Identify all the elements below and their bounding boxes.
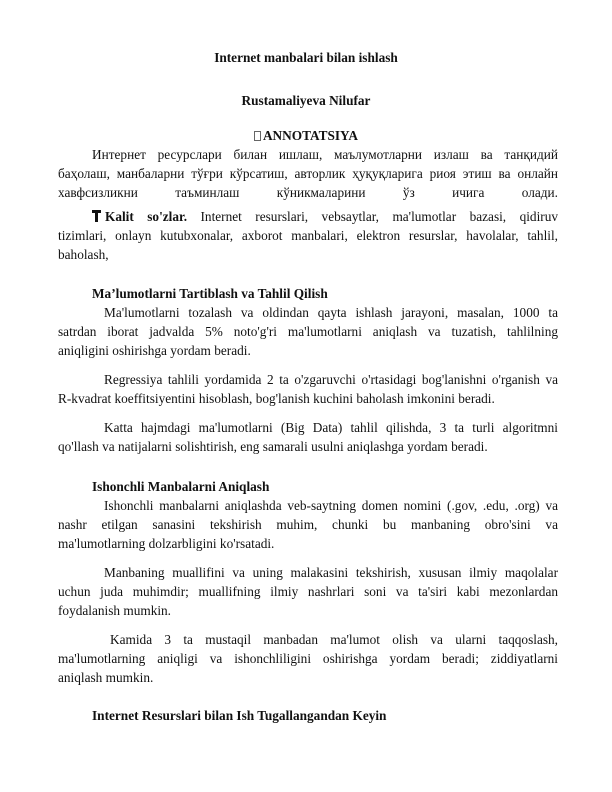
paragraph-line: ma'lumotlarning dolzarbligini ko'rsatadi. — [58, 536, 275, 551]
paragraph-line: R-kvadrat koeffitsiyentini hisoblash, bog'lanish kuchini baholash imkonini beradi. — [58, 391, 495, 406]
section-heading: Ma’lumotlarni Tartiblash va Tahlil Qilish — [92, 286, 328, 301]
section-heading: Internet Resurslari bilan Ish Tugallangandan Keyin — [92, 708, 387, 723]
annotation-line: хавфсизликни таъминлаш кўникмаларини ўз ичига олади. — [58, 185, 558, 200]
keywords-row — [92, 209, 558, 225]
missing-glyph-icon — [254, 131, 261, 141]
paragraph-line: Regressiya tahlili yordamida 2 ta o'zgaruvchi o'rtasidagi bog'lanishni o'rganish va — [104, 372, 558, 387]
paragraph-line: ma'lumotlarning aniqligi va ishonchliligini oshirishga yordam beradi; ziddiyatlarni — [58, 651, 558, 666]
keywords-line: tizimlari, onlayn kutubxonalar, axborot manbalari, elektron resurslar, havolalar, tahlil, — [58, 228, 558, 243]
annotation-line: Интернет ресурслари билан ишлаш, маълумотларни излаш ва танқидий — [92, 147, 558, 162]
annotation-line: баҳолаш, манбаларни тўғри кўрсатиш, авторлик ҳуқуқларига риоя этиш ва онлайн — [58, 166, 558, 181]
annotation-heading-row — [0, 128, 612, 144]
paragraph-line: Kamida 3 ta mustaqil manbadan ma'lumot olish va ularni taqqoslash, — [110, 632, 558, 647]
paragraph-line: Katta hajmdagi ma'lumotlarni (Big Data) tahlil qilishda, 3 ta turli algoritmni — [104, 420, 558, 435]
paragraph-line: Ma'lumotlarni tozalash va oldindan qayta ishlash jarayoni, masalan, 1000 ta — [104, 305, 558, 320]
paragraph-line: aniqligini oshirishga yordam beradi. — [58, 343, 251, 358]
paragraph-line: uchun juda muhimdir; muallifning ilmiy nashrlari soni va ta'siri kabi mezonlardan — [58, 584, 558, 599]
key-icon — [92, 210, 101, 222]
document-title: Internet manbalari bilan ishlash — [214, 50, 398, 65]
keywords-label: Kalit so'zlar. — [105, 209, 188, 224]
paragraph-line: Ishonchli manbalarni aniqlashda veb-saytning domen nomini (.gov, .edu, .org) va — [104, 498, 558, 513]
keywords-text: Internet resurslari, vebsaytlar, ma'lumotlar bazasi, qidiruv — [200, 209, 558, 224]
paragraph-line: foydalanish mumkin. — [58, 603, 172, 618]
paragraph-line: qo'llash va natijalarni solishtirish, eng samarali usulni aniqlashga yordam beradi. — [58, 439, 488, 454]
keywords-line: baholash, — [58, 247, 109, 262]
document-author: Rustamaliyeva Nilufar — [241, 93, 371, 108]
paragraph-line: satrdan iborat jadvalda 5% noto'g'ri ma'lumotlarni aniqlash va tuzatish, tahlilning — [58, 324, 558, 339]
section-heading: Ishonchli Manbalarni Aniqlash — [92, 479, 270, 494]
paragraph-line: aniqlash mumkin. — [58, 670, 154, 685]
paragraph-line: Manbaning muallifini va uning malakasini tekshirish, xususan ilmiy maqolalar — [104, 565, 558, 580]
annotation-heading: ANNOTATSIYA — [262, 128, 359, 143]
paragraph-line: nashr etilgan sanasini tekshirish muhim, chunki bu manbaning obro'sini va — [58, 517, 558, 532]
